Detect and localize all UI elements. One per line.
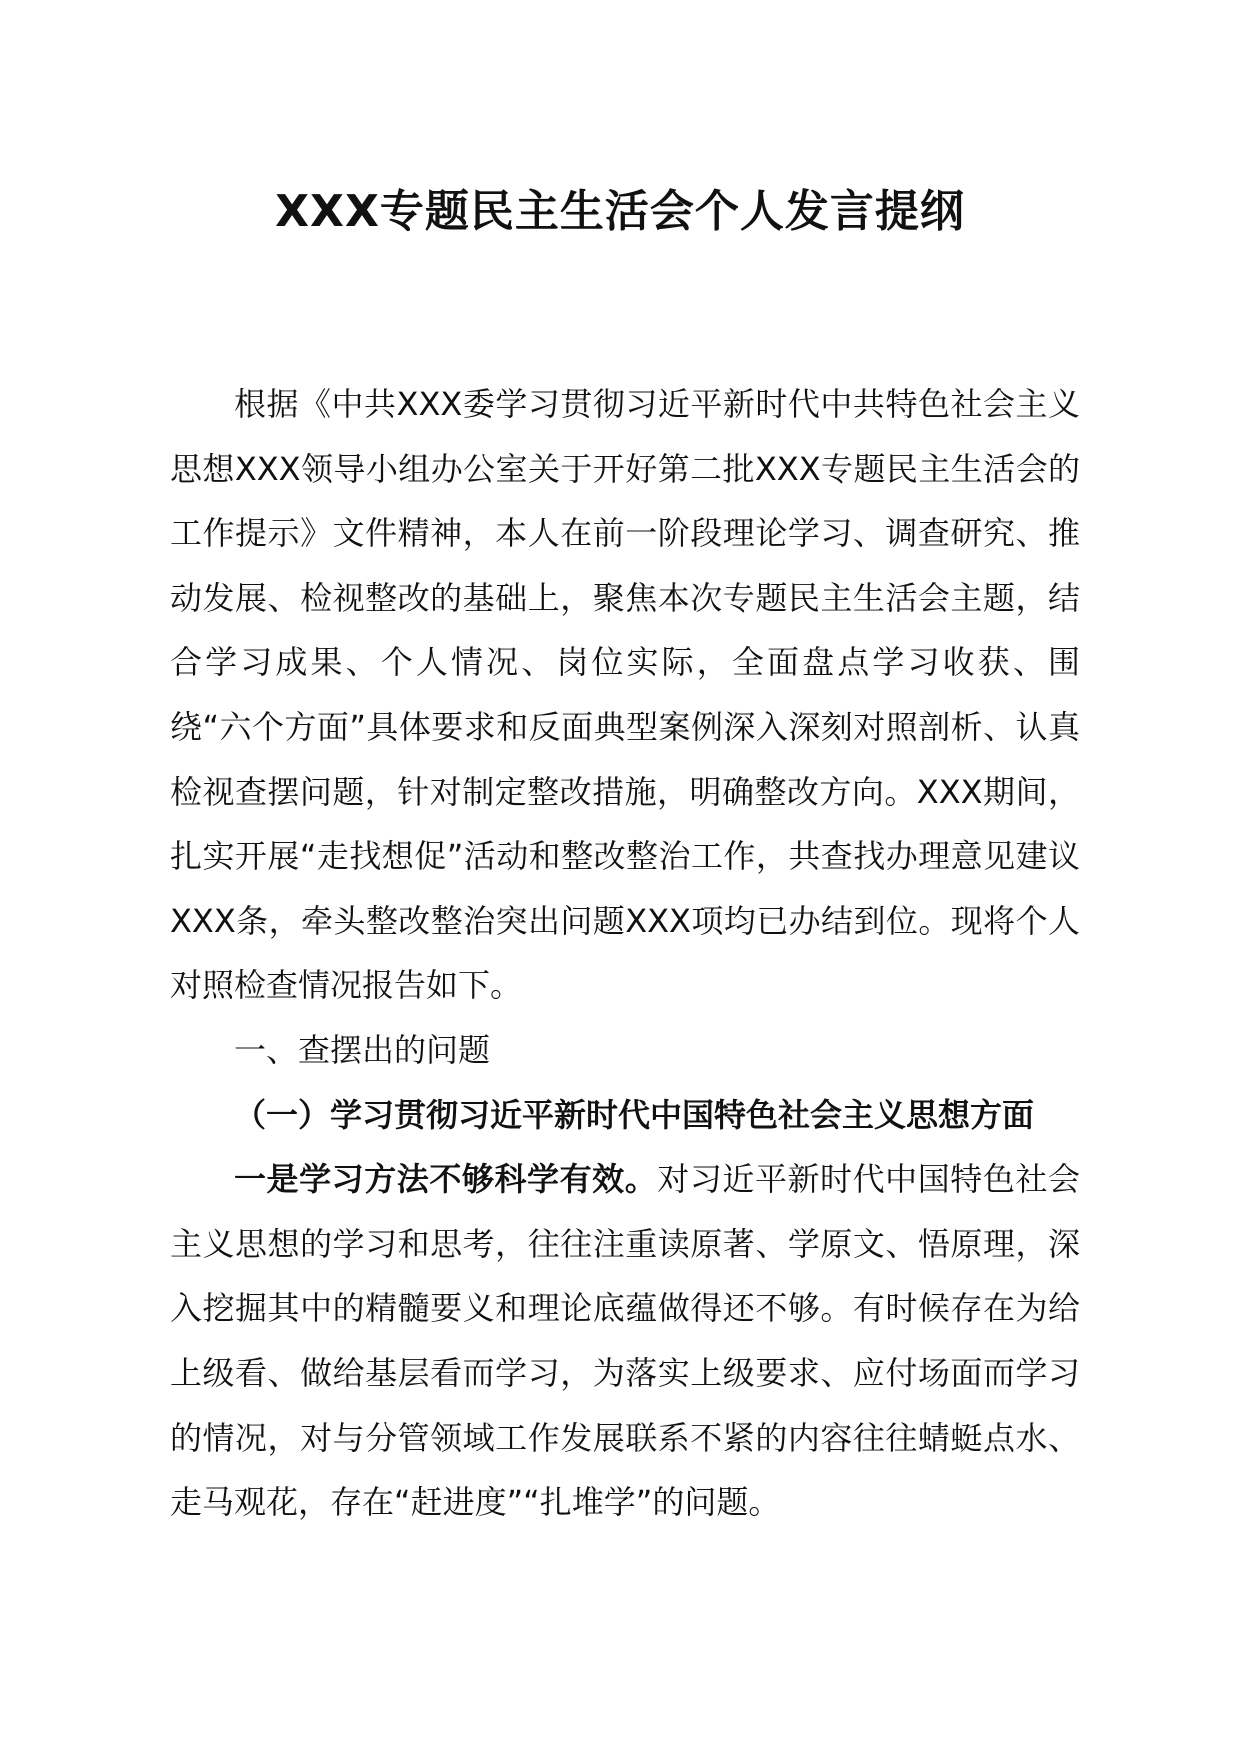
subsection-heading: （一）学习贯彻习近平新时代中国特色社会主义思想方面 (234, 1095, 1035, 1134)
intro-paragraph: 根据《中共XXX委学习贯彻习近平新时代中共特色社会主义思想XXX领导小组办公室关于开好第二批XXX专题民主生活会的工作提示》文件精神，本人在前一阶段理论学习、调查研究、推动发展、检视整改的基础上，聚焦本次专题民主生活会主题，结合学习成果、个人情况、岗位实际，全面盘点学习收获、围绕“六个方面”具体要求和反面典型案例深入深刻对照剖析、认真检视查摆问题，针对制定整改措施，明确整改方向。XXX期间，扎实开展“走找想促”活动和整改整治工作，共查找办理意见建议XXX条，牵头整改整治突出问题XXX项均已办结到位。现将个人对照检查情况报告如下。 (170, 385, 1080, 1005)
point-text: 对习近平新时代中国特色社会主义思想的学习和思考，往往注重读原著、学原文、悟原理，深入挖掘其中的精髓要义和理论底蕴做得还不够。有时候存在为给上级看、做给基层看而学习，为落实上级要求、应付场面而学习的情况，对与分管领域工作发展联系不紧的内容往往蜻蜓点水、走马观花，存在“赶进度”“扎堆学”的问题。 (170, 1160, 1080, 1522)
document-body (170, 372, 1080, 1535)
point-lead: 一是学习方法不够科学有效。 (234, 1160, 658, 1199)
point-paragraph (170, 1147, 1080, 1535)
section-heading: 一、查摆出的问题 (234, 1030, 491, 1069)
document-title: XXX专题民主生活会个人发言提纲 (275, 186, 965, 237)
